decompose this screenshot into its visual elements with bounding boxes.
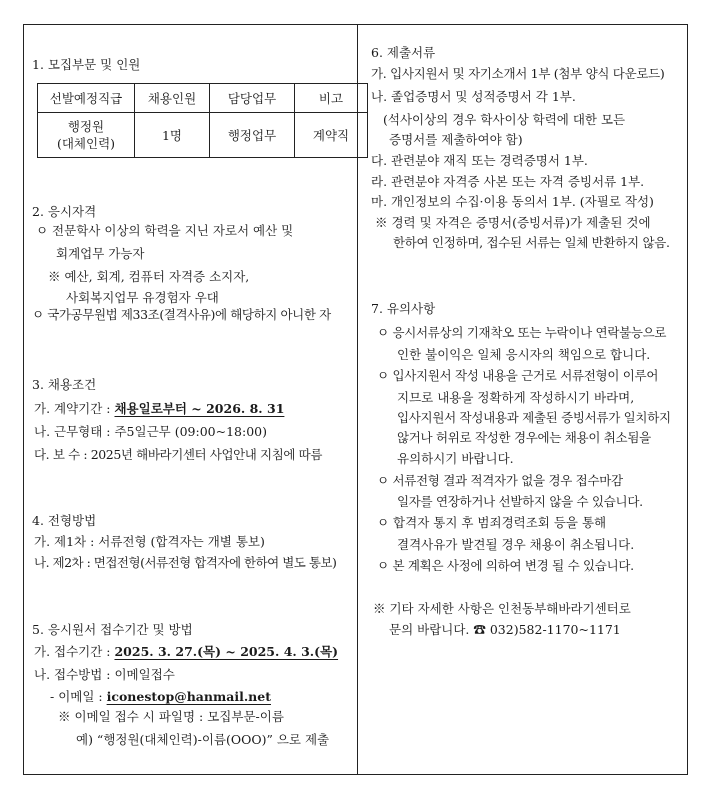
section-5-title: 5. 응시원서 접수기간 및 방법 <box>32 622 193 637</box>
table-header-row <box>38 84 368 113</box>
duty-cell: 행정업무 <box>210 113 295 158</box>
section-2-title: 2. 응시자격 <box>32 204 97 219</box>
contact-note: ※ 기타 자세한 사항은 인천동부해바라기센터로 <box>373 601 631 616</box>
application-period <box>34 643 338 661</box>
qualification-line: ㅇ 국가공무원법 제33조(결격사유)에 해당하지 아니한 자 <box>32 307 331 322</box>
notice-line: ㅇ 합격자 통지 후 범죄경력조회 등을 통해 <box>377 515 607 530</box>
notice-line: 입사지원서 작성내용과 제출된 증빙서류가 일치하지 <box>397 410 671 425</box>
work-type: 나. 근무형태 : 주5일근무 (09:00~18:00) <box>34 424 267 439</box>
contact-phone: 문의 바랍니다. ☎ 032)582-1170~1171 <box>389 622 621 637</box>
section-1-title: 1. 모집부문 및 인원 <box>32 57 141 72</box>
table-header: 비고 <box>295 84 368 113</box>
document-item: 다. 관련분야 재직 또는 경력증명서 1부. <box>371 153 588 168</box>
section-4-title: 4. 전형방법 <box>32 513 97 528</box>
document-item-note: (석사이상의 경우 학사이상 학력에 대한 모든 <box>383 112 626 127</box>
filename-note: ※ 이메일 접수 시 파일명 : 모집부문-이름 <box>58 709 284 724</box>
table-row <box>38 113 368 158</box>
preference-note: ※ 예산, 회계, 컴퓨터 자격증 소지자, <box>48 269 250 284</box>
document-item: 나. 졸업증명서 및 성적증명서 각 1부. <box>371 89 576 104</box>
document-note: 한하여 인정하며, 접수된 서류는 일체 반환하지 않음. <box>393 235 670 250</box>
recruitment-table <box>37 83 368 158</box>
table-header: 담당업무 <box>210 84 295 113</box>
notice-line: ㅇ 입사지원서 작성 내용을 근거로 서류전형이 이루어 <box>377 368 659 383</box>
notice-line: 일자를 연장하거나 선발하지 않을 수 있습니다. <box>397 494 643 509</box>
salary: 다. 보 수 : 2025년 해바라기센터 사업안내 지침에 따름 <box>34 447 323 462</box>
application-period-value: 2025. 3. 27.(목) ~ 2025. 4. 3.(목) <box>114 644 339 659</box>
document-item: 라. 관련분야 자격증 사본 또는 자격 증빙서류 1부. <box>371 174 645 189</box>
application-period-label: 가. 접수기간 : <box>34 644 115 659</box>
notice-line: 지므로 내용을 정확하게 작성하시기 바라며, <box>397 390 635 405</box>
contract-period-label: 가. 계약기간 : <box>34 401 115 416</box>
notice-line: 인한 불이익은 일체 응시자의 책임으로 합니다. <box>397 347 651 362</box>
qualification-line: 회계업무 가능자 <box>56 246 145 261</box>
preference-note: 사회복지업무 유경험자 우대 <box>66 290 219 305</box>
notice-line: ㅇ 서류전형 결과 적격자가 없을 경우 접수마감 <box>377 473 623 488</box>
contract-period-value: 채용일로부터 ~ 2026. 8. 31 <box>114 401 285 416</box>
contract-period <box>34 400 284 418</box>
position-cell <box>38 113 135 158</box>
notice-line: 결격사유가 발견될 경우 채용이 취소됩니다. <box>397 537 635 552</box>
document-item-note: 증명서를 제출하여야 함) <box>389 132 523 147</box>
notice-line: ㅇ 본 계획은 사정에 의하여 변경 될 수 있습니다. <box>377 558 634 573</box>
section-7-title: 7. 유의사항 <box>371 301 436 316</box>
note-cell: 계약직 <box>295 113 368 158</box>
notice-line: 유의하시기 바랍니다. <box>397 451 514 466</box>
document-item: 마. 개인정보의 수집·이용 동의서 1부. (자필로 작성) <box>371 194 654 209</box>
email-address[interactable]: iconestop@hanmail.net <box>106 689 271 704</box>
screening-step-1: 가. 제1차 : 서류전형 (합격자는 개별 통보) <box>34 534 265 549</box>
email-label: - 이메일 : <box>50 689 107 704</box>
notice-line: ㅇ 응시서류상의 기재착오 또는 누락이나 연락불능으로 <box>377 325 667 340</box>
document-item: 가. 입사지원서 및 자기소개서 1부 (첨부 양식 다운로드) <box>371 66 665 81</box>
table-header: 채용인원 <box>135 84 210 113</box>
filename-example: 예) “행정원(대체인력)-이름(OOO)” 으로 제출 <box>76 732 330 747</box>
count-cell: 1명 <box>135 113 210 158</box>
position-subtitle: (대체인력) <box>56 136 116 151</box>
document-note: ※ 경력 및 자격은 증명서(증빙서류)가 제출된 것에 <box>375 215 651 230</box>
section-3-title: 3. 채용조건 <box>32 377 97 392</box>
table-header: 선발예정직급 <box>38 84 135 113</box>
position-name: 행정원 <box>67 119 105 134</box>
email-line <box>50 688 271 706</box>
section-6-title: 6. 제출서류 <box>371 45 436 60</box>
application-method: 나. 접수방법 : 이메일접수 <box>34 667 175 682</box>
qualification-line: ㅇ 전문학사 이상의 학력을 지닌 자로서 예산 및 <box>36 223 294 238</box>
screening-step-2: 나. 제2차 : 면접전형(서류전형 합격자에 한하여 별도 통보) <box>34 555 337 570</box>
notice-line: 않거나 허위로 작성한 경우에는 채용이 취소됨을 <box>397 430 651 445</box>
